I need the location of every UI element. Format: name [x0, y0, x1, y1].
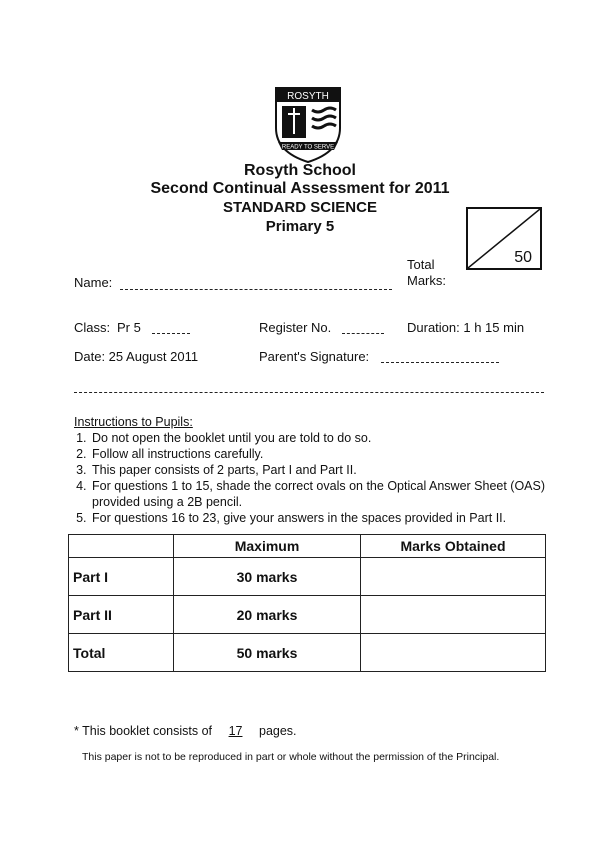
register-label: Register No.: [259, 320, 332, 335]
school-crest-logo: [272, 84, 344, 164]
name-label: Name:: [74, 275, 113, 290]
instruction-item: 4. For questions 1 to 15, shade the correct ovals on the Optical Answer Sheet (OAS) provided using a 2B pencil.: [90, 478, 554, 510]
date-text: Date: 25 August 2011: [74, 349, 199, 364]
total-marks-value: 50: [514, 249, 532, 266]
pages-suffix: pages.: [259, 724, 297, 738]
instruction-item: 2. Follow all instructions carefully.: [90, 446, 554, 462]
pages-prefix: * This booklet consists of: [74, 724, 213, 738]
name-field[interactable]: [120, 289, 392, 290]
level-title: Primary 5: [265, 218, 335, 235]
table-row: [69, 558, 546, 596]
row-obtained-cell[interactable]: [361, 558, 546, 596]
row-max: 20 marks: [174, 596, 361, 634]
header-maximum: Maximum: [174, 535, 361, 558]
row-part: Part I: [69, 558, 174, 596]
signature-label: Parent's Signature:: [259, 349, 370, 364]
reproduction-notice: This paper is not to be reproduced in part or whole without the permission of the Principal.: [82, 751, 500, 763]
pages-note: [74, 724, 297, 738]
header-part: [69, 535, 174, 558]
subject-title: STANDARD SCIENCE: [223, 199, 377, 216]
total-marks-box: [466, 207, 542, 270]
row-obtained-cell[interactable]: [361, 596, 546, 634]
row-part: Part II: [69, 596, 174, 634]
class-label: Class:: [74, 320, 111, 335]
row-part: Total: [69, 634, 174, 672]
instructions-list: [74, 430, 554, 526]
school-name: Rosyth School: [243, 162, 356, 179]
divider: [74, 392, 544, 393]
pages-count: 17: [228, 724, 243, 738]
marks-table: [68, 534, 546, 672]
instruction-item: 1. Do not open the booklet until you are told to do so.: [90, 430, 554, 446]
table-row: [69, 596, 546, 634]
instruction-item: 5. For questions 16 to 23, give your answers in the spaces provided in Part II.: [90, 510, 554, 526]
row-obtained-cell[interactable]: [361, 634, 546, 672]
assessment-title: Second Continual Assessment for 2011: [150, 180, 450, 197]
table-row: [69, 634, 546, 672]
register-field[interactable]: [342, 333, 384, 334]
class-field[interactable]: [152, 333, 190, 334]
signature-field[interactable]: [381, 362, 499, 363]
class-value: Pr 5: [117, 320, 141, 335]
total-marks-label: Total Marks:: [407, 257, 446, 288]
marks-table-header: [69, 535, 546, 558]
row-max: 50 marks: [174, 634, 361, 672]
instructions-block: [74, 414, 554, 526]
duration-text: Duration: 1 h 15 min: [407, 320, 525, 335]
instructions-title: Instructions to Pupils:: [74, 415, 193, 429]
instruction-item: 3. This paper consists of 2 parts, Part I and Part II.: [90, 462, 554, 478]
row-max: 30 marks: [174, 558, 361, 596]
svg-text:READY TO SERVE: READY TO SERVE: [281, 144, 335, 151]
svg-text:ROSYTH: ROSYTH: [287, 91, 329, 102]
header-marks-obtained: Marks Obtained: [361, 535, 546, 558]
